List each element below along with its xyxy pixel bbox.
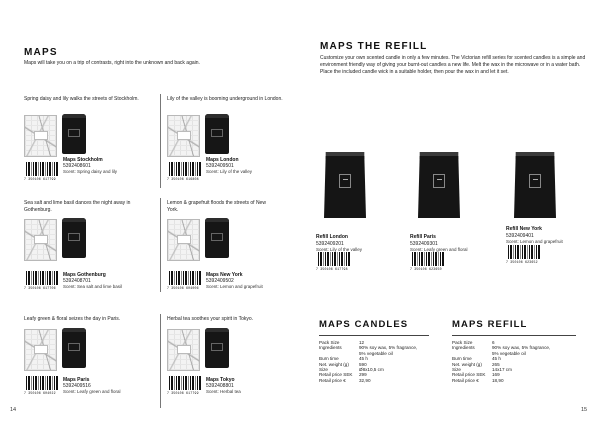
refill-card [410,152,490,282]
bag-label-icon [529,174,541,188]
product-tagline: Spring daisy and lily walks the streets of Stockholm. [24,96,139,102]
product-tagline: Lemon & grapefruit floods the streets of New York. [167,200,266,213]
spec-value: Ø8x10,5 cm [359,367,384,373]
candle-jar-image [62,218,86,258]
product-number: 5392409501 [206,163,234,169]
page-title: MAPS [24,47,58,58]
product-card [24,200,154,300]
refill-number: 5392409201 [316,241,344,247]
spec-key: Burn time [319,356,339,362]
barcode-number: 7 350106 617799 [24,177,56,181]
candles-spec-table [319,340,429,383]
barcode [318,252,351,266]
product-name: Maps London [206,157,239,163]
product-scent: Scent: Lily of the valley [206,169,253,174]
page-number: 15 [581,407,588,413]
product-name: Maps New York [206,272,243,278]
product-card [24,96,154,196]
product-box-image [24,219,57,261]
spec-value: 5% vegetable oil [492,350,526,356]
spec-key: Burn time [452,356,472,362]
product-number: 5392409502 [206,278,234,284]
product-tagline: Lily of the valley is booming underground in London. [167,96,283,102]
spec-divider [319,335,429,336]
spec-divider [452,335,576,336]
product-box-image [24,115,57,157]
product-number: 5392408701 [63,278,91,284]
spec-key: Pack Size [319,340,340,345]
product-card [24,316,154,416]
refill-number: 5392409401 [506,233,534,239]
product-box-image [167,329,200,371]
barcode-number: 7 350106 617799 [167,391,199,395]
spec-key: Net. weight (g) [452,361,482,367]
product-box-image [167,115,200,157]
spec-value: 18,90 [492,377,504,383]
refill-scent: Scent: Leafy green and floral [410,247,468,252]
product-name: Maps Paris [63,377,90,383]
spec-row [319,378,429,383]
spec-row [452,378,576,383]
spec-value: 5% vegetable oil [359,350,393,356]
spec-value: 90% soy wax, 5% fragrance, [492,345,551,351]
barcode-number: 7 350106 623650 [410,267,442,271]
product-name: Maps Gothenburg [63,272,106,278]
spec-key: Retail price SEK [452,372,486,378]
refill-card [506,152,586,282]
bag-label-icon [339,174,351,188]
product-tagline: Sea salt and lime basil dances the night away in Gothenburg. [24,200,131,213]
barcode [169,271,202,285]
product-card [167,200,297,300]
product-number: 5392408801 [206,383,234,389]
barcode [412,252,445,266]
product-card [167,316,297,416]
product-number: 5392409516 [63,383,91,389]
refill-spec-table [452,340,576,383]
barcode-number: 7 350106 617706 [24,286,56,290]
spec-value: 45 h [359,356,368,362]
refill-name: Refill New York [506,226,542,232]
product-box-image [167,219,200,261]
spec-key: Retail price € [319,377,346,383]
barcode-number: 7 350106 616808 [167,177,199,181]
product-name: Maps Stockholm [63,157,103,163]
page-number: 14 [10,407,17,413]
product-scent: Scent: Sea salt and lime basil [63,284,123,289]
product-scent: Scent: Leafy green and floral [63,389,121,394]
barcode [26,271,59,285]
spec-key: Ingredients [452,345,475,351]
product-tagline: Leafy green & floral seizes the day in Paris. [24,316,121,322]
refill-name: Refill London [316,234,348,240]
barcode [169,162,202,176]
barcode [26,376,59,390]
spec-value: 32,90 [359,377,371,383]
spec-value: 590 [359,361,367,367]
spec-value: 14x17 cm [492,367,512,373]
bag-label-icon [433,174,445,188]
product-card [167,96,297,196]
product-name: Maps Tokyo [206,377,235,383]
refill-scent: Scent: Lemon and grapefruit [506,239,563,244]
candle-jar-image [62,328,86,368]
column-divider [160,198,161,292]
spec-key: Size [319,367,328,373]
candle-jar-image [205,218,229,258]
product-box-image [24,329,57,371]
candle-jar-image [205,114,229,154]
product-scent: Scent: Herbal tea [206,389,241,394]
product-number: 5392408601 [63,163,91,169]
refill-spec-title: MAPS REFILL [452,319,528,330]
spec-key: Size [452,367,461,373]
product-tagline: Herbal tea soothes your spirit in Tokyo. [167,316,254,322]
page-intro: Customize your own scented candle in only a few minutes. The Victorian refill series for scented candles is a simple and environment friendly way of giving your burnt-out candles a new life. Melt the wax in the microwave or in a water bath. Place the included candle wick in a suitable holder, then pour the wax in and let it set. [320,55,586,76]
spec-value: 299 [359,372,367,378]
spec-value: 265 [492,361,500,367]
barcode-number: 7 350106 604022 [24,391,56,395]
product-scent: Scent: Spring daisy and lily [63,169,118,174]
refill-card [316,152,396,282]
barcode [169,376,202,390]
candle-jar-image [62,114,86,154]
catalog-page-right [300,0,600,424]
barcode [508,245,541,259]
spec-key: Net. weight (g) [319,361,349,367]
refill-name: Refill Paris [410,234,436,240]
spec-value: 169 [492,372,500,378]
product-scent: Scent: Lemon and grapefruit [206,284,263,289]
spec-value: 45 h [492,356,501,362]
barcode [26,162,59,176]
spec-key: Pack Size [452,340,473,345]
spec-value: 6 [492,340,495,345]
page-intro: Maps will take you on a trip of contrasts, right into the unknown and back again. [24,60,200,66]
barcode-number: 7 350106 617798 [316,267,348,271]
candle-jar-image [205,328,229,368]
refill-scent: Scent: Lily of the valley [316,247,363,252]
spec-key: Retail price € [452,377,479,383]
refill-number: 5392409301 [410,241,438,247]
spec-value: 90% soy wax, 5% fragrance, [359,345,418,351]
candles-spec-title: MAPS CANDLES [319,319,409,330]
barcode-number: 7 350106 604006 [167,286,199,290]
column-divider [160,94,161,188]
page-title: MAPS THE REFILL [320,41,428,52]
spec-value: 12 [359,340,365,345]
spec-key: Ingredients [319,345,342,351]
column-divider [160,314,161,408]
barcode-number: 7 350106 623652 [506,260,538,264]
spec-key: Retail price SEK [319,372,353,378]
